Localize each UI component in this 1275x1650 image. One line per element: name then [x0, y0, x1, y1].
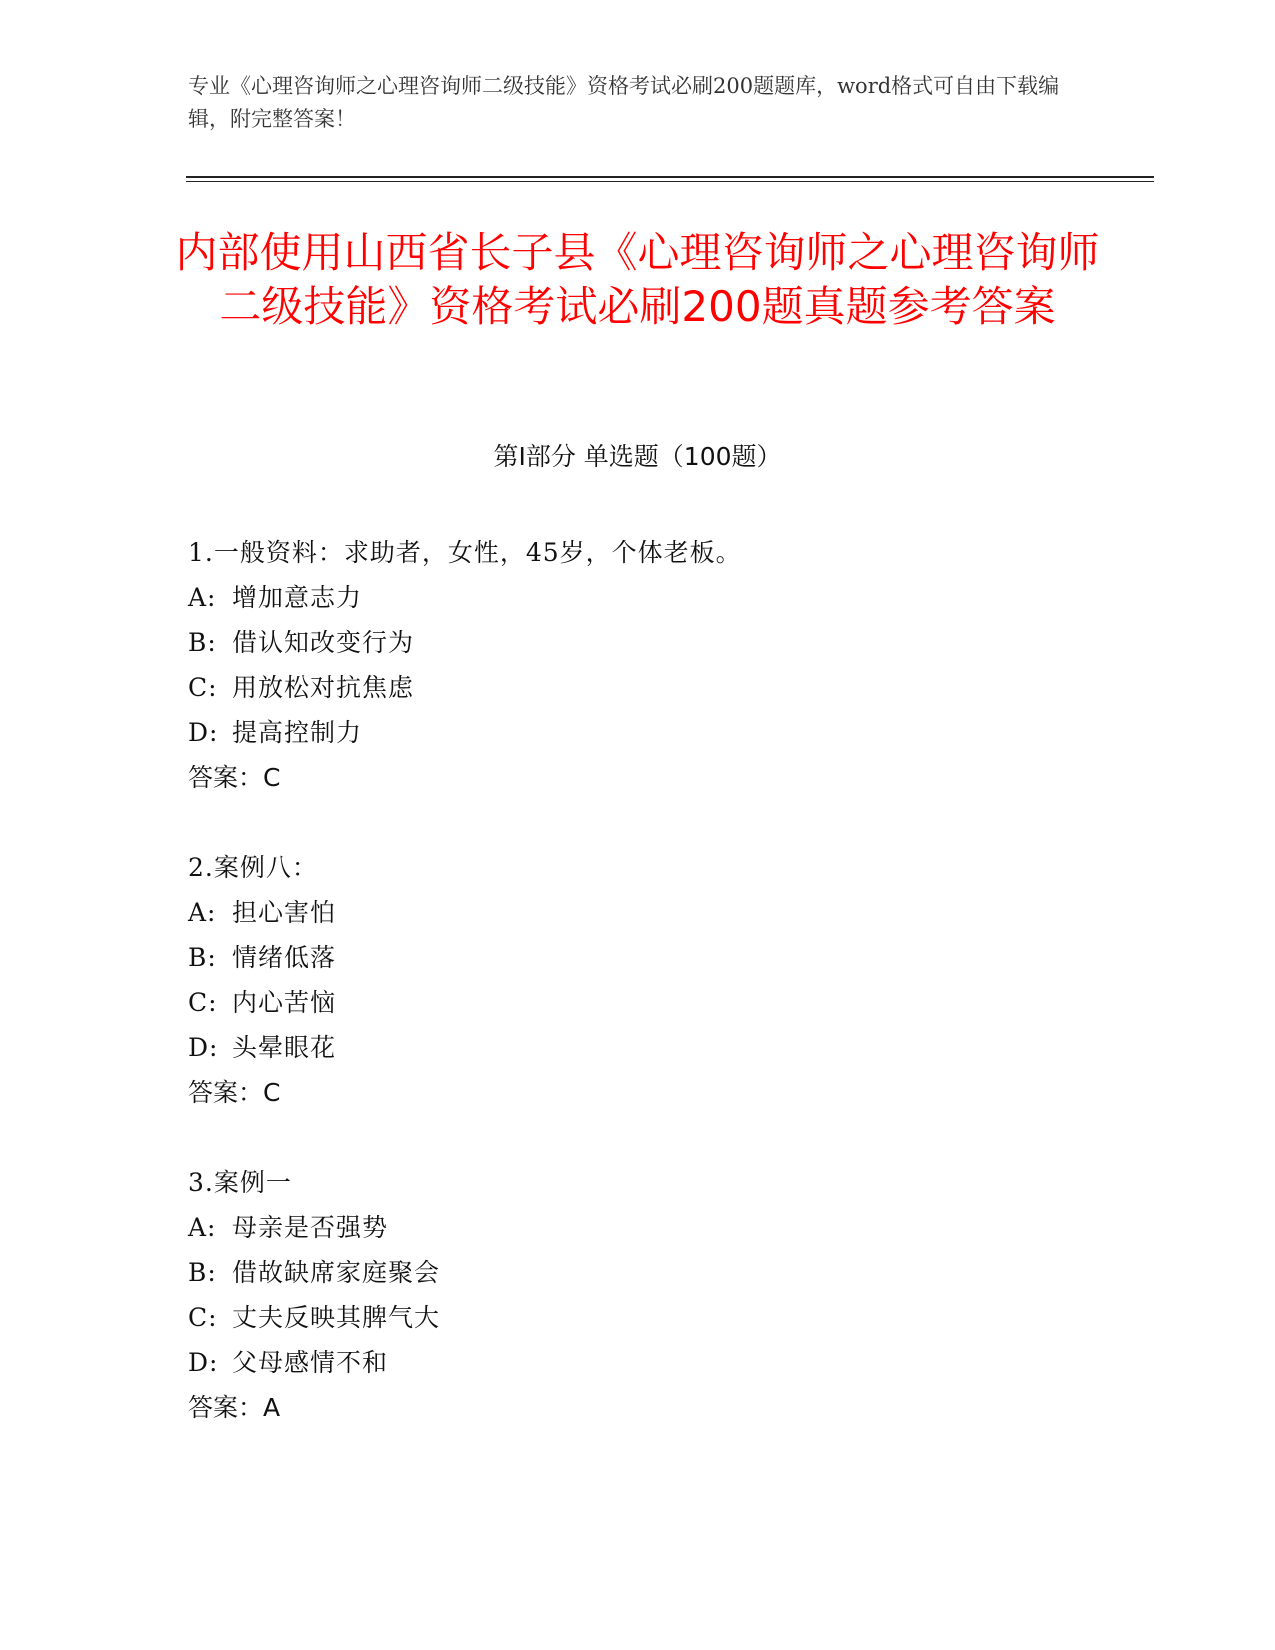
option-d — [188, 1025, 1088, 1070]
option-text: 用放松对抗焦虑 — [232, 673, 415, 702]
option-text: 情绪低落 — [232, 943, 337, 972]
option-text: 父母感情不和 — [232, 1348, 389, 1377]
answer: 答案：C — [188, 1078, 281, 1107]
question-2 — [188, 845, 1088, 1115]
option-key: C: — [188, 988, 218, 1017]
answer: 答案：C — [188, 763, 281, 792]
option-text: 借认知改变行为 — [232, 628, 415, 657]
question-stem: 2.案例八： — [188, 853, 318, 882]
option-a — [188, 1205, 1088, 1250]
option-key: B: — [188, 943, 217, 972]
option-b — [188, 1250, 1088, 1295]
option-c — [188, 1295, 1088, 1340]
option-key: A: — [188, 898, 217, 927]
option-key: D: — [188, 1348, 219, 1377]
option-a — [188, 575, 1088, 620]
option-key: B: — [188, 1258, 217, 1287]
option-key: A: — [188, 583, 217, 612]
answer: 答案：A — [188, 1393, 281, 1422]
question-3 — [188, 1160, 1088, 1430]
option-text: 母亲是否强势 — [232, 1213, 389, 1242]
question-1 — [188, 530, 1088, 800]
option-b — [188, 935, 1088, 980]
option-key: C: — [188, 673, 218, 702]
option-key: D: — [188, 1033, 219, 1062]
option-c — [188, 665, 1088, 710]
question-stem: 3.案例一 — [188, 1168, 292, 1197]
document-title: 内部使用山西省长子县《心理咨询师之心理咨询师二级技能》资格考试必刷200题真题参考答案 — [175, 228, 1100, 331]
option-text: 内心苦恼 — [232, 988, 337, 1017]
option-b — [188, 620, 1088, 665]
question-list — [188, 530, 1088, 1475]
option-key: A: — [188, 1213, 217, 1242]
section-heading: 第Ⅰ部分 单选题（100题） — [493, 442, 782, 471]
option-d — [188, 1340, 1088, 1385]
option-d — [188, 710, 1088, 755]
header-rule-thin — [186, 181, 1154, 182]
option-c — [188, 980, 1088, 1025]
option-text: 担心害怕 — [232, 898, 337, 927]
option-a — [188, 890, 1088, 935]
option-text: 丈夫反映其脾气大 — [232, 1303, 441, 1332]
option-key: D: — [188, 718, 219, 747]
option-text: 头晕眼花 — [232, 1033, 337, 1062]
option-text: 增加意志力 — [232, 583, 363, 612]
question-stem: 1.一般资料：求助者，女性，45岁，个体老板。 — [188, 538, 742, 567]
header-note: 专业《心理咨询师之心理咨询师二级技能》资格考试必刷200题题库，word格式可自由下载编辑，附完整答案！ — [188, 74, 1060, 131]
header-rule-thick — [186, 176, 1154, 178]
option-key: C: — [188, 1303, 218, 1332]
option-text: 提高控制力 — [232, 718, 363, 747]
option-key: B: — [188, 628, 217, 657]
option-text: 借故缺席家庭聚会 — [232, 1258, 441, 1287]
